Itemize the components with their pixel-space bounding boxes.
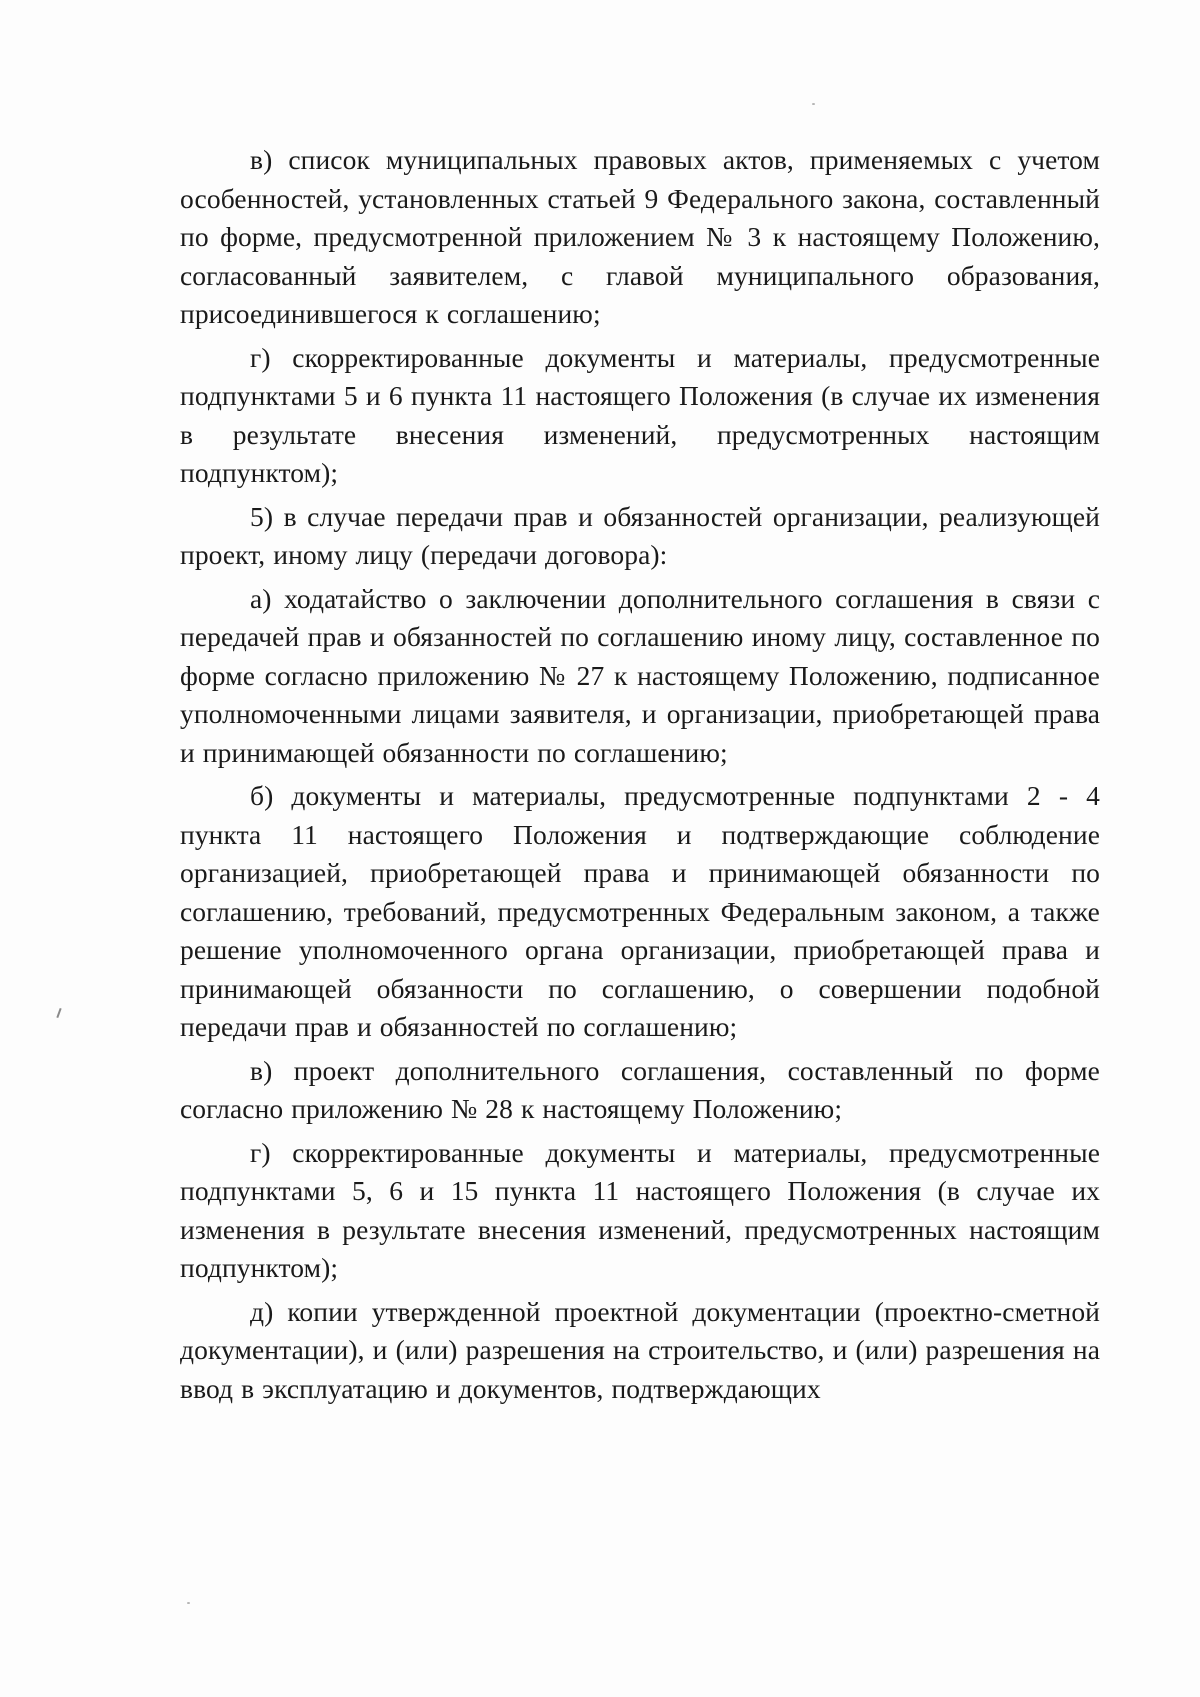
paragraph-5-transfer-of-rights: 5) в случае передачи прав и обязанностей организации, реализующей проект, иному лицу (передачи договора): xyxy=(180,500,1100,570)
paragraph-v-municipal-acts-list: в) список муниципальных правовых актов, применяемых с учетом особенностей, установленных статьей 9 Федерального закона, составленный по форме, предусмотренной приложением № 3 к настоящему Положению, согласованный заявителем, с главой муниципального образования, присоединившегося к соглашению; xyxy=(180,144,1100,329)
scan-artifact-speck xyxy=(812,103,815,105)
paragraph-b-documents-and-materials: б) документы и материалы, предусмотренные подпунктами 2 - 4 пункта 11 настоящего Положения и подтверждающие соблюдение организацией, приобретающей права и принимающей обязанности по соглашению, требований, предусмотренных Федеральным законом, а также решение уполномоченного органа организации, приобретающей права и принимающей обязанности по соглашению, о совершении подобной передачи прав и обязанностей по соглашению; xyxy=(180,780,1100,1042)
paragraph-d-copies-of-documentation: д) копии утвержденной проектной документации (проектно-сметной документации), и (или) разрешения на строительство, и (или) разрешения на ввод в эксплуатацию и документов, подтверждающих xyxy=(180,1295,1100,1404)
paragraph-a-petition: а) ходатайство о заключении дополнительного соглашения в связи с передачей прав и обязанностей по соглашению иному лицу, составленное по форме согласно приложению № 27 к настоящему Положению, подписанное уполномоченными лицами заявителя, и организации, приобретающей права и принимающей обязанности по соглашению; xyxy=(180,582,1100,768)
paragraph-g-corrected-documents-2: г) скорректированные документы и материалы, предусмотренные подпунктами 5, 6 и 15 пункта 11 настоящего Положения (в случае их изменения в результате внесения изменений, предусмотренных настоящим подпунктом); xyxy=(180,1136,1100,1283)
scan-artifact-speck xyxy=(187,1602,190,1604)
scan-artifact-mark xyxy=(56,1008,61,1018)
document-body xyxy=(180,141,1100,1413)
paragraph-g-corrected-documents: г) скорректированные документы и материалы, предусмотренные подпунктами 5 и 6 пункта 11 настоящего Положения (в случае их изменения в результате внесения изменений, предусмотренных настоящим подпунктом); xyxy=(180,341,1100,488)
paragraph-v-draft-agreement: в) проект дополнительного соглашения, составленный по форме согласно приложению № 28 к настоящему Положению; xyxy=(180,1054,1100,1124)
